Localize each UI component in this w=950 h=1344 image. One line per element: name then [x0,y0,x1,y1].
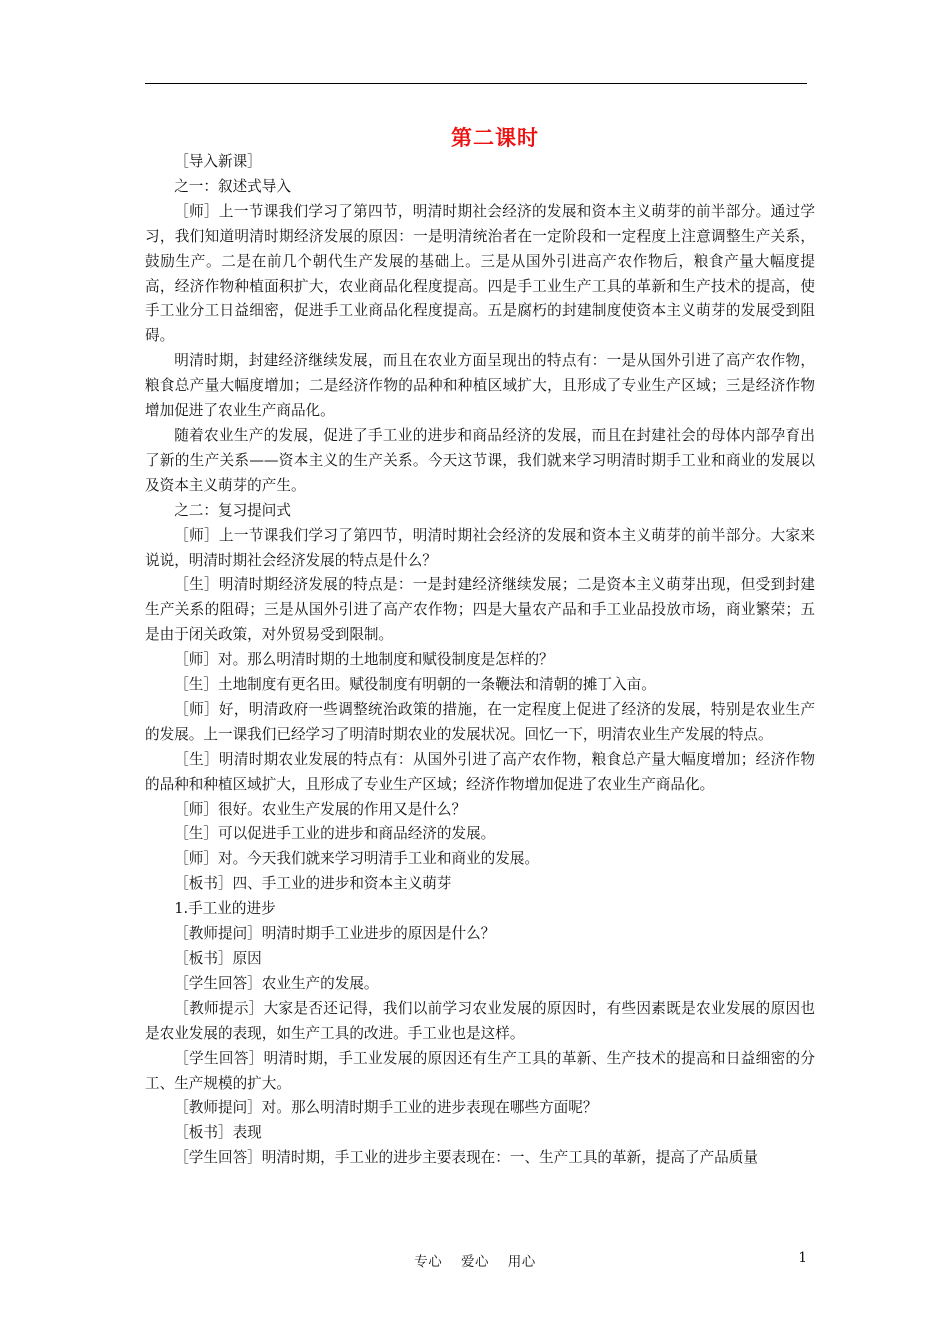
document-body [145,150,815,1171]
paragraph: ［生］土地制度有更名田。赋役制度有明朝的一条鞭法和清朝的摊丁入亩。 [174,676,656,694]
paragraph: ［师］好，明清政府一些调整统治政策的措施，在一定程度上促进了经济的发展，特别是农业生产的发展。上一课我们已经学习了明清时期农业的发展状况。回忆一下，明清农业生产发展的特点。 [145,700,815,743]
footer-motto: 专心 爱心 用心 [414,1254,536,1270]
header-rule [145,83,807,84]
page-number: 1 [798,1250,807,1266]
page-title: 第二课时 [451,126,539,150]
paragraph: ［学生回答］明清时期，手工业发展的原因还有生产工具的革新、生产技术的提高和日益细密的分工、生产规模的扩大。 [145,1049,815,1092]
paragraph: ［生］可以促进手工业的进步和商品经济的发展。 [174,825,496,843]
paragraph: ［师］上一节课我们学习了第四节，明清时期社会经济的发展和资本主义萌芽的前半部分。通过学习，我们知道明清时期经济发展的原因：一是明清统治者在一定阶段和一定程度上注意调整生产关系，鼓励生产。二是在前几个朝代生产发展的基础上。三是从国外引进高产农作物后，粮食产量大幅度提高，经济作物种植面积扩大，农业商品化程度提高。四是手工业生产工具的革新和生产技术的提高，使手工业分工日益细密，促进手工业商品化程度提高。五是腐朽的封建制度使资本主义萌芽的发展受到阻碍。 [145,202,815,345]
paragraph: ［师］对。今天我们就来学习明清手工业和商业的发展。 [174,850,540,868]
paragraph: ［板书］表现 [174,1124,262,1142]
paragraph: ［生］明清时期经济发展的特点是：一是封建经济继续发展；二是资本主义萌芽出现，但受到封建生产关系的阻碍；三是从国外引进了高产农作物；四是大量农产品和手工业品投放市场，商业繁荣；五是由于闭关政策，对外贸易受到限制。 [145,576,815,644]
paragraph-subheading-2: 之二：复习提问式 [174,501,291,519]
paragraph: 随着农业生产的发展，促进了手工业的进步和商品经济的发展，而且在封建社会的母体内部孕育出了新的生产关系——资本主义的生产关系。今天这节课，我们就来学习明清时期手工业和商业的发展以及资本主义萌芽的产生。 [145,426,815,494]
paragraph: ［师］对。那么明清时期的土地制度和赋役制度是怎样的？ [174,651,554,669]
paragraph: ［教师提问］对。那么明清时期手工业的进步表现在哪些方面呢？ [174,1099,598,1117]
paragraph: ［生］明清时期农业发展的特点有：从国外引进了高产农作物，粮食总产量大幅度增加；经济作物的品种和种植区域扩大，且形成了专业生产区域；经济作物增加促进了农业生产商品化。 [145,750,815,793]
paragraph: ［板书］原因 [174,950,262,967]
paragraph-section-heading: ［导入新课］ [174,153,262,170]
paragraph-board-heading: ［板书］四、手工业的进步和资本主义萌芽 [174,875,452,893]
paragraph: ［学生回答］农业生产的发展。 [174,974,379,992]
paragraph: 明清时期，封建经济继续发展，而且在农业方面呈现出的特点有：一是从国外引进了高产农作物，粮食总产量大幅度增加；二是经济作物的品种和种植区域扩大，且形成了专业生产区域；三是经济作物增加促进了农业生产商品化。 [145,352,815,420]
paragraph: ［教师提示］大家是否还记得，我们以前学习农业发展的原因时，有些因素既是农业发展的原因也是农业发展的表现，如生产工具的改进。手工业也是这样。 [145,999,815,1042]
paragraph: ［师］很好。农业生产发展的作用又是什么？ [174,800,467,818]
paragraph-subheading-1: 之一：叙述式导入 [174,177,291,195]
page-footer [0,1250,950,1274]
paragraph: ［师］上一节课我们学习了第四节，明清时期社会经济的发展和资本主义萌芽的前半部分。大家来说说，明清时期社会经济发展的特点是什么？ [145,526,815,569]
paragraph: ［教师提问］明清时期手工业进步的原因是什么？ [174,925,496,943]
paragraph-numbered-heading: 1.手工业的进步 [174,900,276,918]
paragraph: ［学生回答］明清时期，手工业的进步主要表现在：一、生产工具的革新，提高了产品质量 [174,1149,758,1167]
